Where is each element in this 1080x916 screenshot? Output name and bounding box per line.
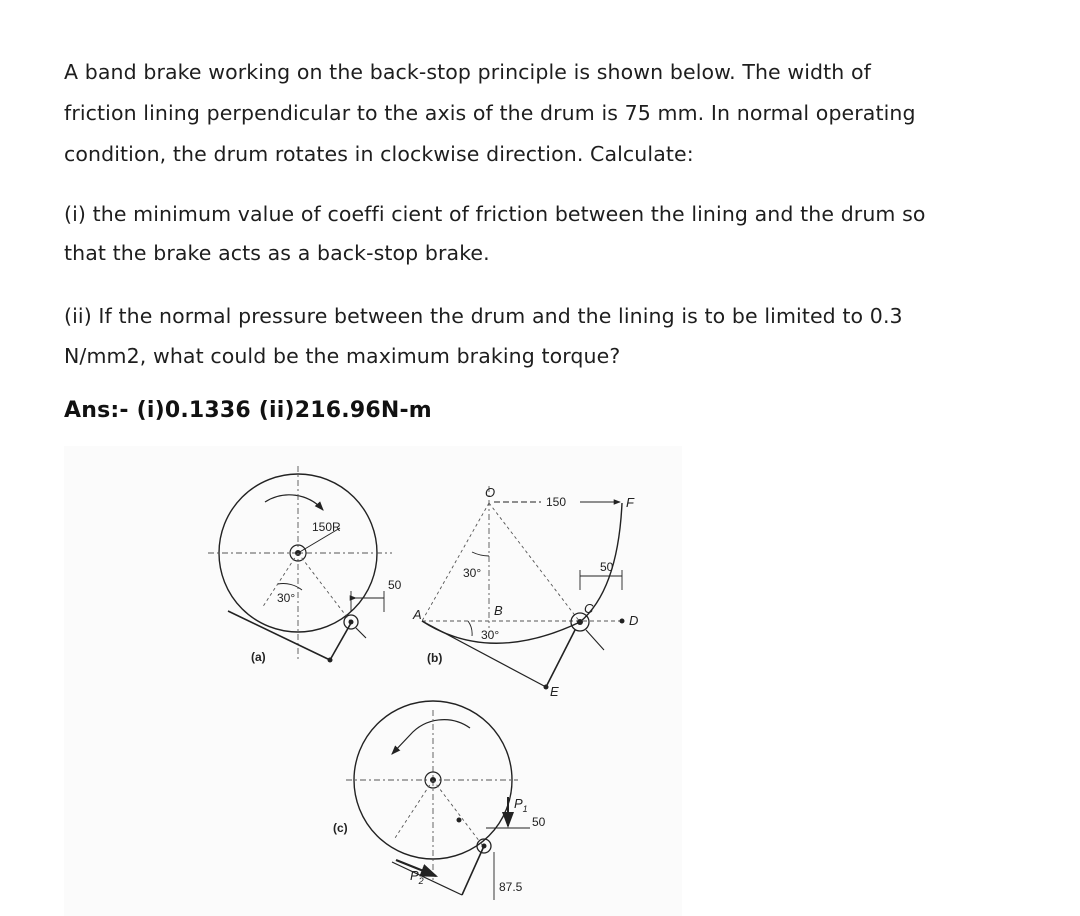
dash-a-2 [298,553,350,621]
label-p1: $P_1$ [514,796,528,814]
band-curve-b [422,503,622,643]
lever-c [462,846,484,895]
angle-arc-b-bottom [468,621,472,636]
point-e: E [550,684,559,699]
pivot-c-support [586,630,604,650]
part-2-line-2: N/mm2, what could be the maximum braking torque? [64,344,621,368]
angle-arc-b-top [472,552,489,556]
point-a: A [413,607,422,622]
rotation-arrow-a [265,495,323,510]
part-1-line-1: (i) the minimum value of coeffi cient of friction between the lining and the drum so [64,202,926,226]
problem-line-1: A band brake working on the back-stop principle is shown below. The width of [64,60,871,84]
dim-label-a: 50 [388,578,402,592]
point-d: D [629,613,639,628]
part-2-line-1: (ii) If the normal pressure between the drum and the lining is to be limited to 0.3 [64,304,903,328]
point-e-dot [544,685,549,690]
point-d-dot [620,619,625,624]
rotation-arrow-c [392,720,470,754]
point-f: F [626,495,634,510]
label-p2: $P_2$ [410,868,424,886]
pivot-c-center [577,619,583,625]
panel-a [208,466,402,664]
panel-label-c: (c) [333,821,348,835]
panel-label-a: (a) [251,650,266,664]
pivot-support-a [356,628,366,638]
dash-c-1 [395,780,433,838]
part-1-line-2: that the brake acts as a back-stop brake. [64,241,490,265]
pivot-center-a [349,620,354,625]
dim-875: 87.5 [499,880,523,894]
band-end-a [228,611,330,660]
panel-b [412,485,638,699]
panel-c [333,701,546,900]
problem-line-2: friction lining perpendicular to the axis of the drum is 75 mm. In normal operating [64,101,916,125]
angle-label-a: 30° [277,591,296,605]
problem-line-3: condition, the drum rotates in clockwise direction. Calculate: [64,142,694,166]
point-c: C [584,601,594,616]
band-tail-c [392,862,462,895]
point-o: O [485,485,496,500]
angle-arc-a [278,584,302,590]
answer: Ans:- (i)0.1336 (ii)216.96N-m [64,398,432,423]
radius-label-a: 150R [312,520,341,534]
pin-a-1 [328,658,333,663]
lever-b [546,630,575,687]
point-b: B [494,603,503,618]
dash-c-2 [433,780,483,846]
dim-150: 150 [546,495,567,509]
angle-top-b: 30° [463,566,482,580]
angle-bottom-b: 30° [481,628,500,642]
dim-50-c: 50 [532,815,546,829]
dim-50-b: 50 [600,560,614,574]
panel-label-b: (b) [427,651,443,665]
mark-c [457,818,462,823]
dash-o-a [422,503,489,621]
